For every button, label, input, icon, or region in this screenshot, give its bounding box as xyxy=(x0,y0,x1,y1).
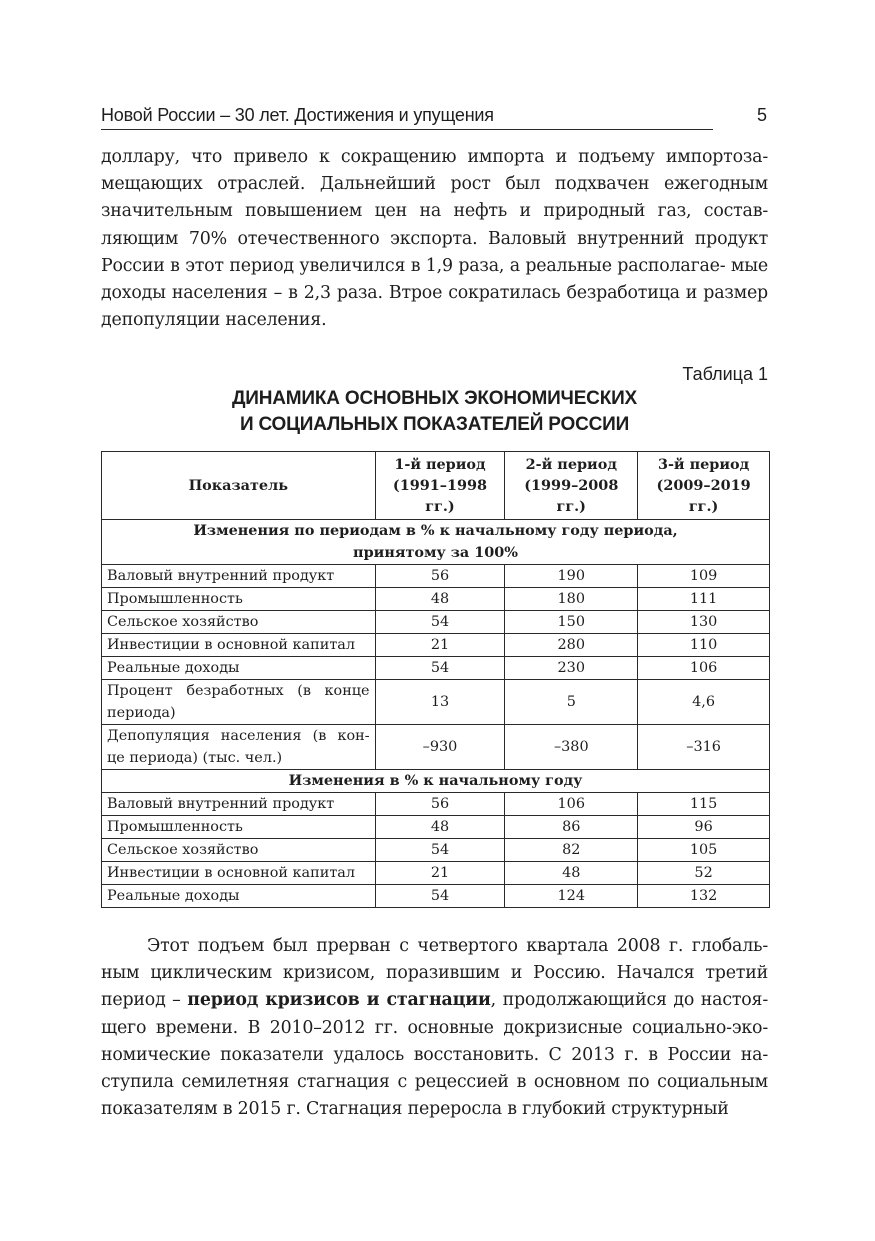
table-title-line1: ДИНАМИКА ОСНОВНЫХ ЭКОНОМИЧЕСКИХ xyxy=(231,388,638,409)
section-heading-row xyxy=(102,770,770,793)
header-period-2-name: 2-й период xyxy=(525,456,617,473)
indicators-table xyxy=(101,451,770,908)
value-cell-p1: 54 xyxy=(375,611,505,634)
value-cell-p3: 105 xyxy=(638,839,770,862)
table-header-row xyxy=(102,452,770,520)
paragraph-bottom xyxy=(101,933,768,1123)
page-number: 5 xyxy=(756,105,767,125)
value-cell-p3: 106 xyxy=(638,657,770,680)
value-cell-p3: 110 xyxy=(638,634,770,657)
table-row xyxy=(102,611,770,634)
value-cell-p1: 54 xyxy=(375,839,505,862)
table-row xyxy=(102,634,770,657)
row-label-cell: Процент безработных (в конце периода) xyxy=(102,680,376,725)
paragraph-top: доллару, что привело к сокращению импорта и подъему импортоза- мещающих отраслей. Дальнейший рост был подхвачен ежегодным значительным повышением цен на нефть и природный газ, состав- ляющим 70% отечественного экспорта. Валовый внутренний продукт России в этот период увеличился в 1,9 раза, а реальные располагае- мые доходы населения – в 2,3 раза. Втрое сократилась безработица и размер депопуляции населения. xyxy=(101,147,768,331)
table-section-1 xyxy=(102,520,770,770)
header-period-2 xyxy=(505,452,638,520)
value-cell-p1: 54 xyxy=(375,657,505,680)
value-cell-p3: 4,6 xyxy=(638,680,770,725)
value-cell-p1: 48 xyxy=(375,588,505,611)
table-title-line2: И СОЦИАЛЬНЫХ ПОКАЗАТЕЛЕЙ РОССИИ xyxy=(239,414,630,435)
value-cell-p2: –380 xyxy=(505,725,638,770)
table-row xyxy=(102,725,770,770)
value-cell-p2: 106 xyxy=(505,793,638,816)
table-row xyxy=(102,839,770,862)
header-period-1-name: 1-й период xyxy=(394,456,486,473)
header-period-3 xyxy=(638,452,770,520)
section-1-heading xyxy=(102,520,770,565)
value-cell-p2: 190 xyxy=(505,565,638,588)
table-row xyxy=(102,816,770,839)
header-indicator: Показатель xyxy=(102,452,376,520)
table-row xyxy=(102,657,770,680)
value-cell-p3: 115 xyxy=(638,793,770,816)
value-cell-p2: 5 xyxy=(505,680,638,725)
header-period-3-name: 3-й период xyxy=(657,456,750,473)
value-cell-p1: 56 xyxy=(375,565,505,588)
table-label: Таблица 1 xyxy=(682,364,768,384)
value-cell-p2: 48 xyxy=(505,862,638,885)
value-cell-p1: 48 xyxy=(375,816,505,839)
value-cell-p3: 96 xyxy=(638,816,770,839)
value-cell-p3: 109 xyxy=(638,565,770,588)
value-cell-p3: –316 xyxy=(638,725,770,770)
value-cell-p2: 280 xyxy=(505,634,638,657)
row-label-cell: Реальные доходы xyxy=(102,885,376,908)
header-period-1 xyxy=(375,452,505,520)
value-cell-p3: 111 xyxy=(638,588,770,611)
row-label-cell: Сельское хозяйство xyxy=(102,611,376,634)
row-label-cell: Сельское хозяйство xyxy=(102,839,376,862)
value-cell-p1: 21 xyxy=(375,634,505,657)
row-label-cell: Депопуляция населения (в кон- це периода) (тыс. чел.) xyxy=(102,725,376,770)
value-cell-p2: 180 xyxy=(505,588,638,611)
paragraph-bottom-part1: Этот подъем был прерван с четвертого квартала 2008 г. глобаль- ным циклическим кризисом, поразившим и Россию. Начался третий период – xyxy=(101,936,768,1011)
section-heading-row xyxy=(102,520,770,565)
header-period-2-years: (1999–2008 гг.) xyxy=(524,477,619,515)
table-row xyxy=(102,680,770,725)
table-row xyxy=(102,588,770,611)
value-cell-p1: 21 xyxy=(375,862,505,885)
value-cell-p2: 230 xyxy=(505,657,638,680)
table-section-2 xyxy=(102,770,770,908)
table-row xyxy=(102,793,770,816)
row-label-cell: Промышленность xyxy=(102,588,376,611)
value-cell-p1: –930 xyxy=(375,725,505,770)
value-cell-p2: 150 xyxy=(505,611,638,634)
value-cell-p3: 130 xyxy=(638,611,770,634)
value-cell-p1: 56 xyxy=(375,793,505,816)
table-row xyxy=(102,565,770,588)
value-cell-p2: 82 xyxy=(505,839,638,862)
table-title xyxy=(101,386,768,438)
table-row xyxy=(102,862,770,885)
value-cell-p1: 54 xyxy=(375,885,505,908)
section-1-heading-line2: принятому за 100% xyxy=(353,544,518,561)
value-cell-p2: 86 xyxy=(505,816,638,839)
value-cell-p2: 124 xyxy=(505,885,638,908)
row-label-cell: Инвестиции в основной капитал xyxy=(102,862,376,885)
running-header: Новой России – 30 лет. Достижения и упущения xyxy=(101,104,713,130)
row-label-cell: Реальные доходы xyxy=(102,657,376,680)
table-row xyxy=(102,885,770,908)
section-2-heading: Изменения в % к начальному году xyxy=(102,770,770,793)
row-label-cell: Промышленность xyxy=(102,816,376,839)
header-period-3-years: (2009–2019 гг.) xyxy=(656,477,751,515)
value-cell-p3: 132 xyxy=(638,885,770,908)
value-cell-p3: 52 xyxy=(638,862,770,885)
paragraph-bottom-part2: , продолжающийся до настоя- щего времени. В 2010–2012 гг. основные докризисные социально-эко- номические показатели удалось восстановить. С 2013 г. в России на- ступила семилетняя стагнация с рецессией в основном по социальным показателям в 2015 г. Стагнация переросла в глубокий структурный xyxy=(101,990,768,1120)
header-period-1-years: (1991–1998 гг.) xyxy=(392,477,488,515)
value-cell-p1: 13 xyxy=(375,680,505,725)
row-label-cell: Инвестиции в основной капитал xyxy=(102,634,376,657)
row-label-cell: Валовый внутренний продукт xyxy=(102,793,376,816)
row-label-cell: Валовый внутренний продукт xyxy=(102,565,376,588)
paragraph-bottom-bold: период кризисов и стагнации xyxy=(187,990,491,1011)
section-1-heading-line1: Изменения по периодам в % к начальному году периода, xyxy=(193,522,678,539)
